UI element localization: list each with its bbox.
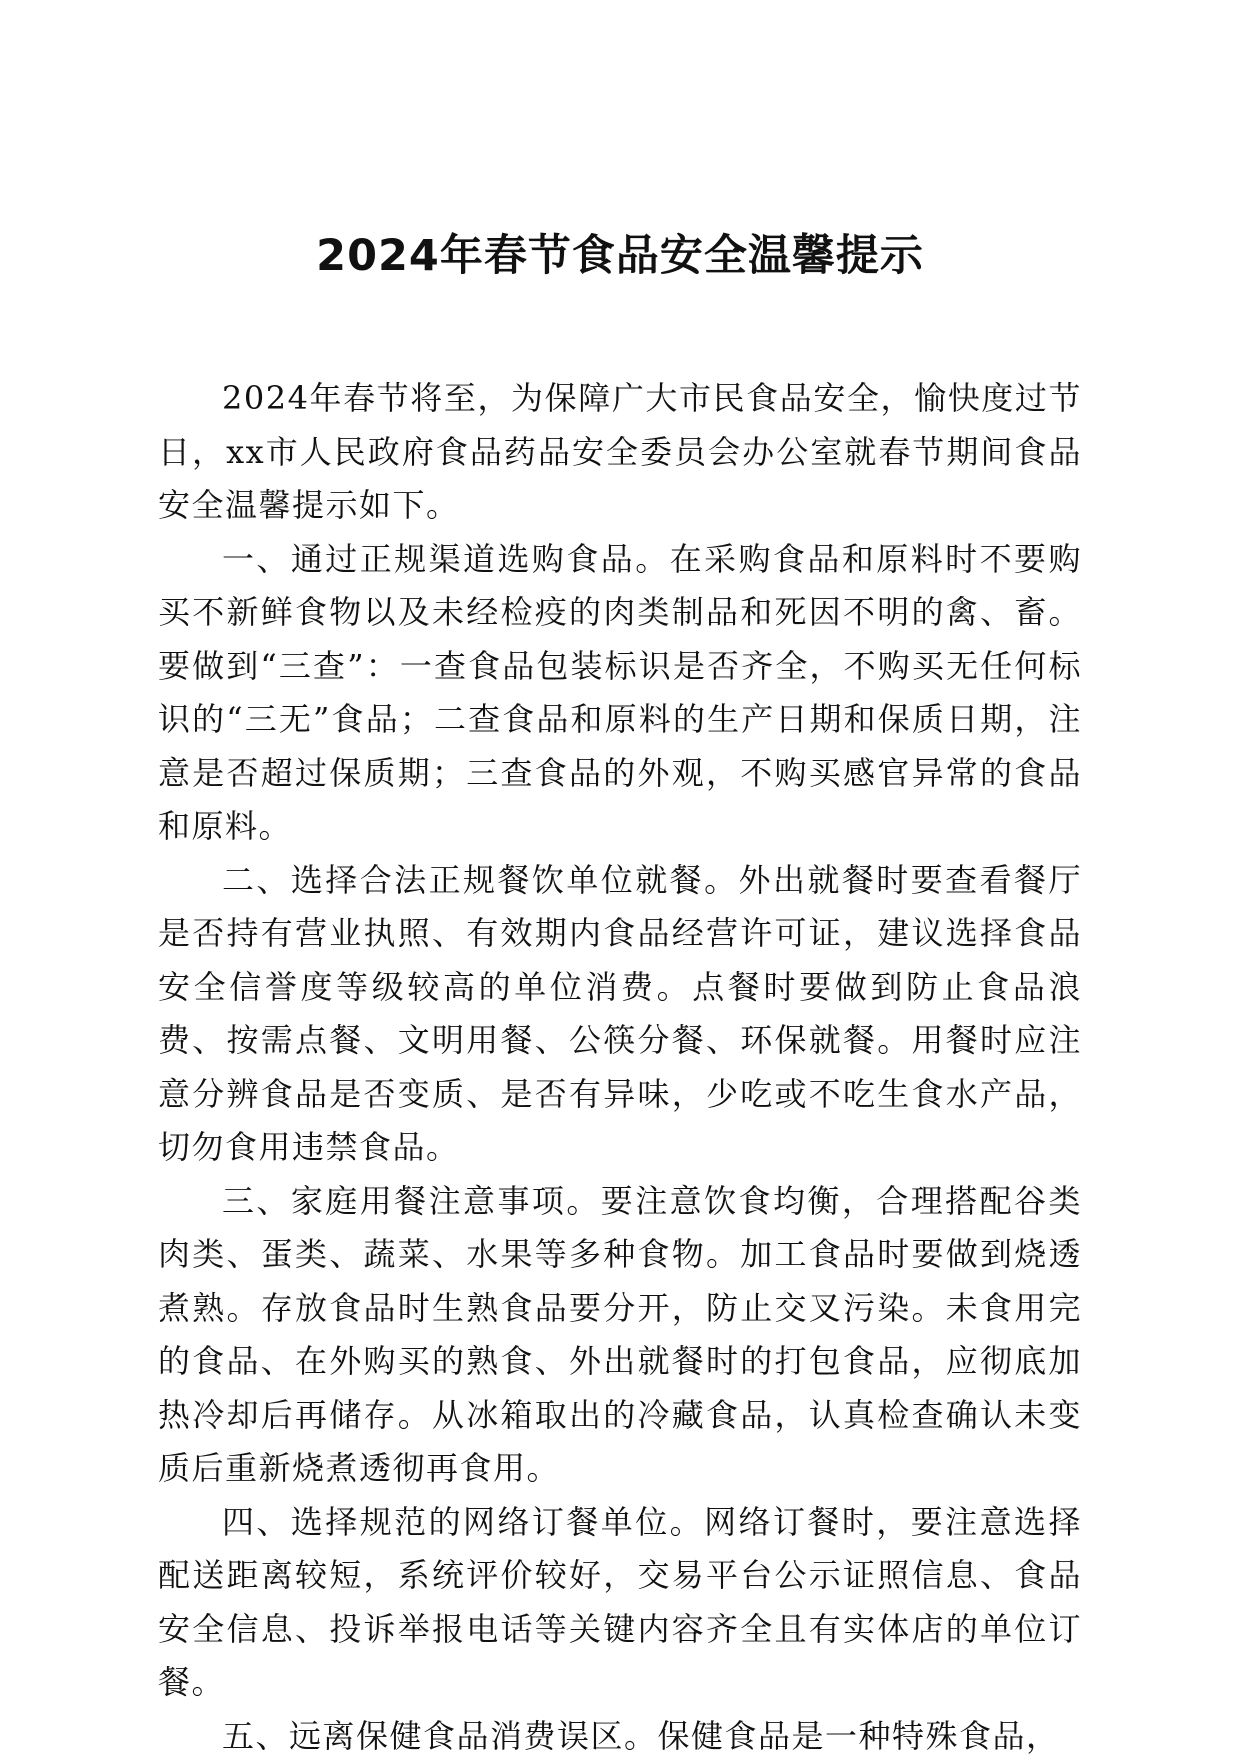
paragraph-intro: 2024年春节将至，为保障广大市民食品安全，愉快度过节日，xx市人民政府食品药品安全委员会办公室就春节期间食品安全温馨提示如下。 (158, 372, 1082, 533)
document-body (158, 372, 1082, 1763)
paragraph-section-1: 一、通过正规渠道选购食品。在采购食品和原料时不要购买不新鲜食物以及未经检疫的肉类制品和死因不明的禽、畜。要做到“三查”：一查食品包装标识是否齐全，不购买无任何标识的“三无”食品；二查食品和原料的生产日期和保质日期，注意是否超过保质期；三查食品的外观，不购买感官异常的食品和原料。 (158, 533, 1082, 854)
paragraph-section-3: 三、家庭用餐注意事项。要注意饮食均衡，合理搭配谷类肉类、蛋类、蔬菜、水果等多种食物。加工食品时要做到烧透煮熟。存放食品时生熟食品要分开，防止交叉污染。未食用完的食品、在外购买的熟食、外出就餐时的打包食品，应彻底加热冷却后再储存。从冰箱取出的冷藏食品，认真检查确认未变质后重新烧煮透彻再食用。 (158, 1175, 1082, 1496)
paragraph-section-2: 二、选择合法正规餐饮单位就餐。外出就餐时要查看餐厅是否持有营业执照、有效期内食品经营许可证，建议选择食品安全信誉度等级较高的单位消费。点餐时要做到防止食品浪费、按需点餐、文明用餐、公筷分餐、环保就餐。用餐时应注意分辨食品是否变质、是否有异味，少吃或不吃生食水产品，切勿食用违禁食品。 (158, 854, 1082, 1175)
paragraph-section-4: 四、选择规范的网络订餐单位。网络订餐时，要注意选择配送距离较短，系统评价较好，交易平台公示证照信息、食品安全信息、投诉举报电话等关键内容齐全且有实体店的单位订餐。 (158, 1496, 1082, 1710)
document-title: 2024年春节食品安全温馨提示 (0, 226, 1240, 286)
paragraph-section-5: 五、远离保健食品消费误区。保健食品是一种特殊食品， (158, 1710, 1082, 1763)
